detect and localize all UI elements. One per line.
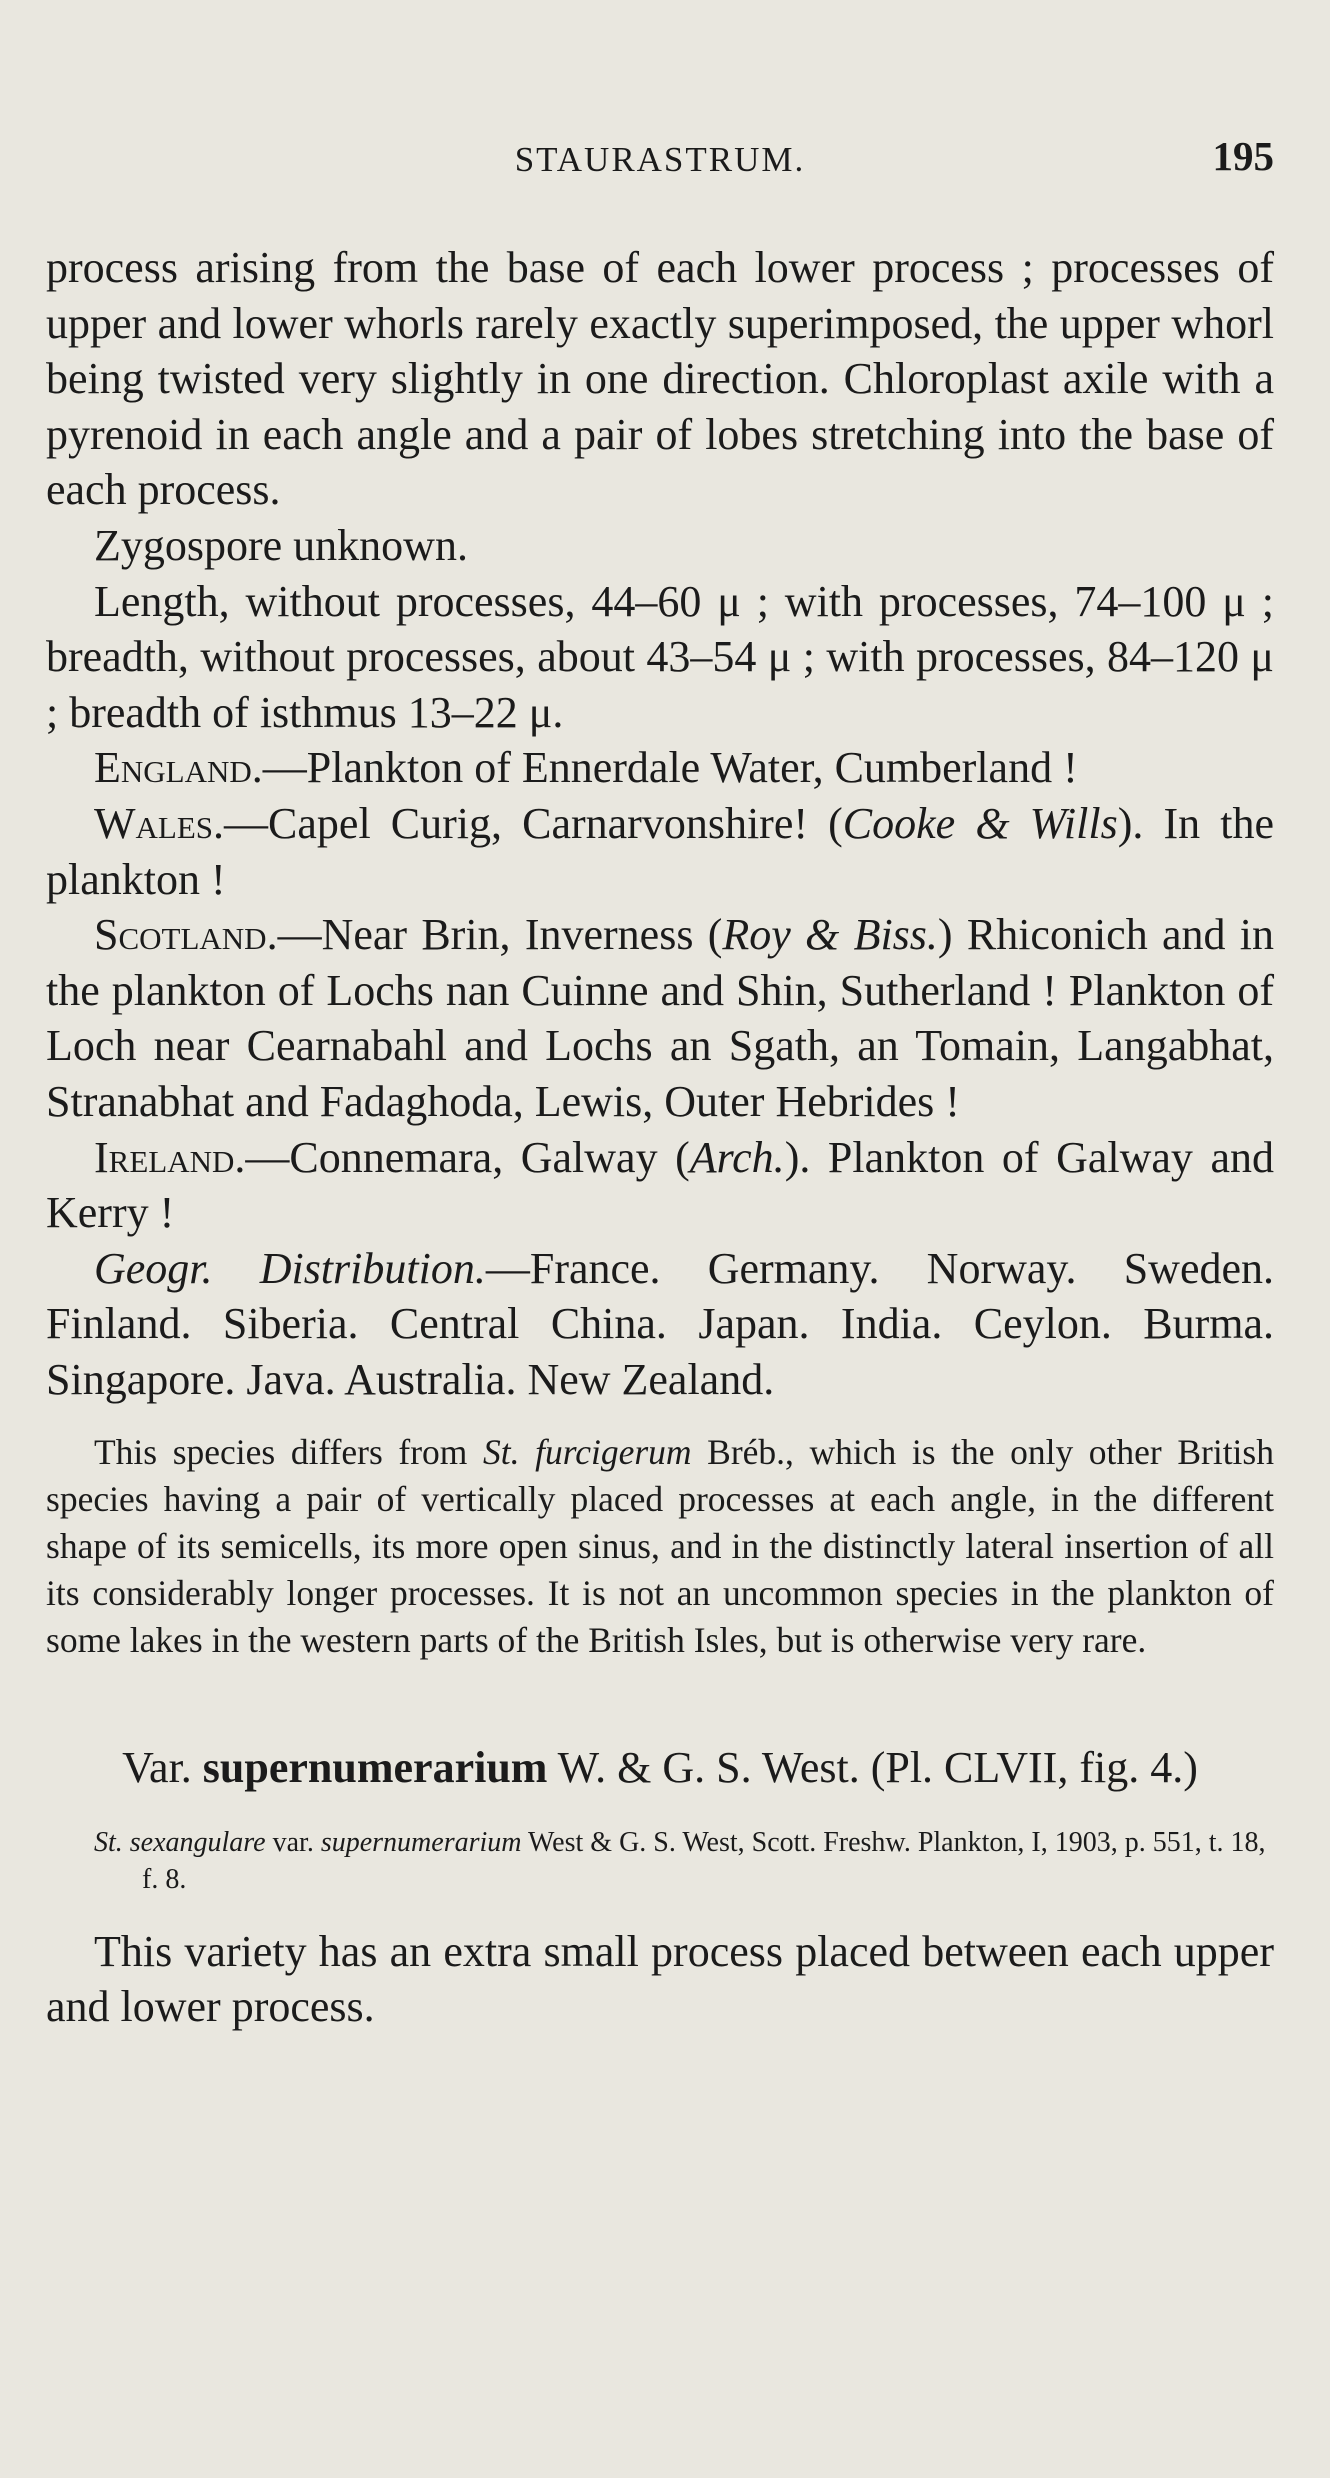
- locality-text: ) Rhiconich and in the plankton of Lochs nan Cuinne and Shin, Sutherland ! Plankton of Loch near Cearnabahl and Lochs an Sgath, an Tomain, Langabhat, Stranabhat and Fadaghoda, Lewis, Outer Hebrides !: [46, 910, 1274, 1126]
- distribution-label: Geogr. Distribution.: [94, 1243, 486, 1293]
- variety-authority: W. & G. S. West. (Pl. CLVII, fig. 4.): [547, 1743, 1198, 1793]
- zygospore-note: Zygospore unknown.: [94, 520, 468, 570]
- locality-text: —Capel Curig, Carnarvonshire! (: [224, 798, 843, 848]
- region-label: Wales.: [94, 798, 225, 848]
- region-label: England.: [94, 743, 263, 793]
- variety-heading: [46, 1738, 1274, 1798]
- ampersand: &: [790, 910, 854, 960]
- variety-prefix: Var.: [122, 1743, 203, 1793]
- authority: Wills: [1029, 798, 1118, 848]
- remarks: [46, 1429, 1274, 1664]
- variety-description: This variety has an extra small process placed between each upper and lower process.: [46, 1927, 1274, 2032]
- remarks-text: Bréb., which is the only other British species having a pair of vertically placed processes at each angle, in the different shape of its semicells, its more open sinus, and in the distinctly lateral insertion of all its considerably longer processes. It is not an uncommon species in the plankton of some lakes in the western parts of the British Isles, but is otherwise very rare.: [46, 1432, 1274, 1661]
- locality-text: ). Plankton of Galway and Kerry !: [46, 1132, 1274, 1238]
- page-number: 195: [1212, 133, 1274, 179]
- region-label: Scotland.: [94, 910, 278, 960]
- running-title: STAURASTRUM.: [514, 140, 806, 179]
- locality-text: —Near Brin, Inverness (: [277, 910, 723, 960]
- description-continuation: process arising from the base of each lower process ; processes of upper and lower whorls rarely exactly superimposed, the upper whorl being twisted very slightly in one direction. Chloroplast axile with a pyrenoid in each angle and a pair of lobes stretching into the base of each process.: [46, 243, 1274, 515]
- body-text: [46, 240, 1274, 2034]
- authority: Roy: [722, 910, 791, 960]
- locality-scotland: [46, 907, 1274, 1129]
- region-label: Ireland.: [94, 1132, 246, 1182]
- variety-name: supernumerarium: [202, 1743, 548, 1793]
- authority: Biss.: [853, 910, 938, 960]
- locality-wales: [46, 796, 1274, 907]
- geographic-distribution: [46, 1241, 1274, 1408]
- remarks-text: This species differs from: [94, 1432, 484, 1473]
- locality-ireland: [46, 1130, 1274, 1241]
- dimensions: Length, without processes, 44–60 μ ; with processes, 74–100 μ ; breadth, without processes, about 43–54 μ ; with processes, 84–120 μ ; breadth of isthmus 13–22 μ.: [46, 576, 1274, 737]
- authority: Arch.: [689, 1132, 785, 1182]
- locality-text: ). In the plankton !: [46, 798, 1274, 904]
- authority: Cooke: [842, 798, 956, 848]
- synonym-rank: var.: [265, 1827, 321, 1859]
- synonym-species: St. sexangulare: [94, 1827, 266, 1859]
- distribution-text: —France. Germany. Norway. Sweden. Finland. Siberia. Central China. Japan. India. Ceylon. Burma. Singapore. Java. Australia. New Zealand.: [46, 1243, 1274, 1404]
- synonym-citation: West & G. S. West, Scott. Freshw. Plankton, I, 1903, p. 551, t. 18, f. 8.: [142, 1827, 1266, 1896]
- ampersand: &: [955, 798, 1030, 848]
- synonymy: [46, 1824, 1274, 1898]
- locality-england: [46, 740, 1274, 796]
- synonym-variety: supernumerarium: [320, 1827, 522, 1859]
- running-head: [46, 130, 1274, 190]
- locality-text: —Connemara, Galway (: [245, 1132, 690, 1182]
- species-name: St. furcigerum: [483, 1432, 692, 1473]
- locality-text: —Plankton of Ennerdale Water, Cumberland !: [262, 743, 1078, 793]
